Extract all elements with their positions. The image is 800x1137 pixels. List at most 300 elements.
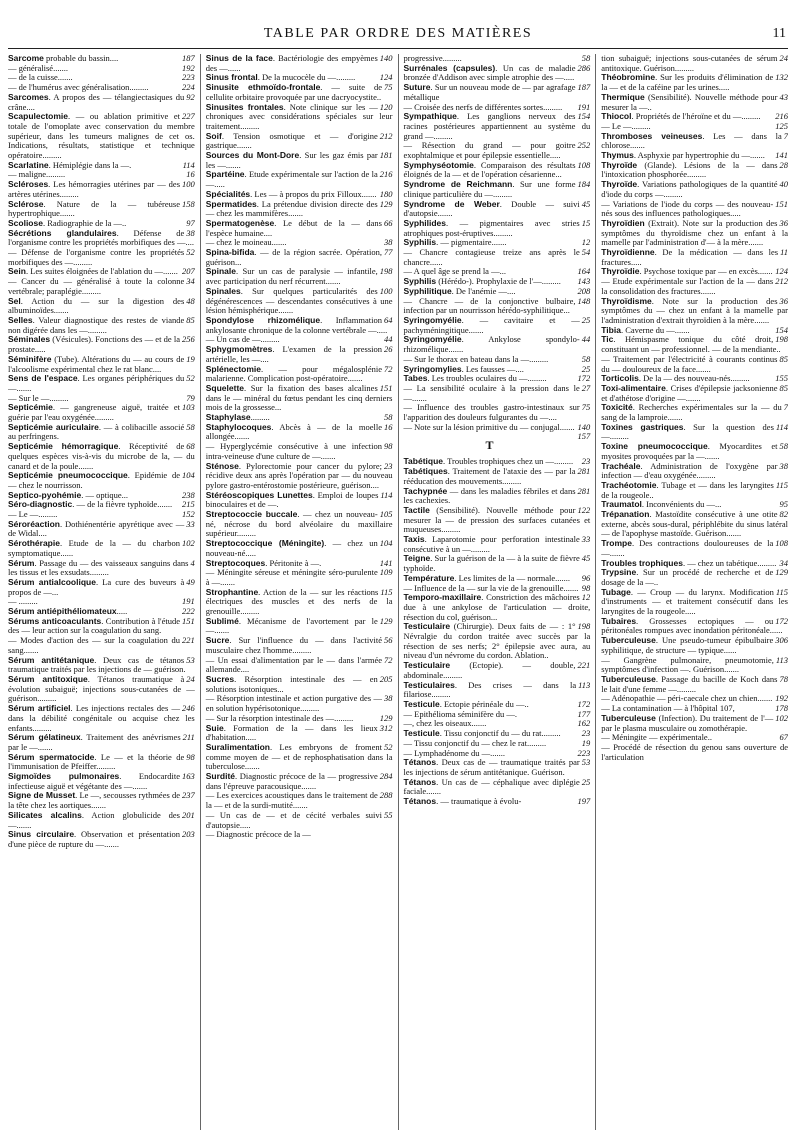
index-entry [206, 791, 393, 810]
index-entry [601, 132, 788, 151]
entry-page: 52 [384, 741, 393, 752]
page-number: 11 [772, 26, 786, 41]
index-entry [404, 535, 591, 554]
index-entry [8, 636, 195, 655]
entry-term: Strophantine [205, 586, 259, 597]
entry-page: 58 [384, 412, 393, 423]
index-column-1 [8, 54, 200, 1130]
entry-page: 25 [581, 776, 591, 787]
entry-text: — Etude expérimentale sur l'action de la — dans la consolidation des fractures....... [601, 276, 774, 296]
entry-term: Teigne [403, 553, 431, 564]
index-entry [404, 200, 591, 219]
entry-term: Sérum gélatineux [8, 732, 81, 743]
entry-text: (Hérédo-). Prophylaxie de l'—......... [436, 276, 561, 287]
entry-page: 7 [783, 402, 788, 413]
page-title: TABLE PAR ORDRE DES MATIÈRES [263, 26, 533, 41]
entry-page: 238 [182, 489, 195, 500]
index-entry [404, 297, 591, 316]
entry-term: Septicémie [8, 402, 53, 413]
index-entry [206, 151, 393, 170]
entry-text: — de la cuisse....... [8, 72, 73, 83]
entry-text: — Procédé de résection du genou sans ouverture de l'articulation [601, 741, 788, 762]
entry-text: . Observation et présentation d'une pièce de rupture du —....... [8, 829, 180, 849]
entry-page: 163 [182, 771, 195, 782]
entry-text: . Asphyxie par hypertrophie du —....... [633, 150, 765, 161]
entry-page: 212 [775, 276, 788, 287]
entry-text: . L'examen de la pression artérielle, les —.... [205, 344, 382, 364]
entry-text: . Un cas de maladie bronzée d'Addison avec simple atrophie des —..... [403, 62, 576, 83]
index-entry [404, 681, 591, 700]
entry-term: Tabes [403, 373, 428, 384]
entry-term: Sinusites frontales [205, 101, 284, 112]
entry-term: Scarlatine [8, 159, 49, 170]
entry-term: Soif [205, 130, 222, 141]
entry-page: 286 [577, 62, 591, 73]
entry-text: . Inconvénients du —... [641, 499, 722, 510]
entry-term: Toxine pneumococcique [601, 441, 708, 452]
entry-term: Testicule [403, 728, 440, 739]
index-entry [404, 797, 591, 807]
entry-term: Torticolis [601, 373, 639, 384]
entry-text: tion subaiguë; injections sous-cutanées de sérum antitoxique. Guérison......... [601, 54, 778, 73]
entry-text: . — chez un nouveau-né, nécrose du bord alvéolaire du maxillaire supérieur......... [205, 509, 393, 539]
index-entry [206, 365, 393, 384]
entry-term: Thyroïdienne [601, 247, 655, 258]
entry-term: Thyroïdien [601, 217, 645, 228]
entry-term: Staphylocoques [205, 421, 272, 432]
entry-term: Tétanos [403, 776, 437, 787]
entry-term: Sinus de la face [205, 54, 273, 63]
entry-term: Théobromine [601, 72, 656, 83]
entry-page: 113 [578, 679, 591, 690]
index-entry [206, 462, 393, 491]
entry-page: 154 [775, 324, 788, 335]
entry-page: 221 [182, 635, 195, 646]
entry-term: Testiculaire [403, 621, 451, 632]
entry-page: 215 [182, 499, 195, 510]
entry-term: Thromboses veineuses [601, 130, 703, 141]
entry-text: . Note clinique sur les — chroniques avec considérations spéciales sur leur traitement......... [205, 101, 393, 131]
entry-page: 198 [775, 334, 788, 345]
entry-page: 312 [379, 722, 393, 733]
entry-page: 4 [190, 557, 195, 568]
entry-page: 36 [779, 217, 788, 228]
index-entry [206, 539, 393, 558]
index-entry [404, 467, 591, 486]
entry-page: 115 [380, 586, 393, 597]
entry-page: 148 [577, 295, 591, 306]
entry-text: — Sur le —......... [8, 392, 69, 403]
entry-page: 58 [581, 353, 591, 364]
entry-text: . Sur la fixation des bases alcalines dans le — minéral du fœtus pendant les cinq derniers mois de la grossesse... [205, 382, 393, 413]
entry-text: — Les exercices acoustiques dans le traitement de la — et de la surdi-mutité....... [205, 790, 378, 811]
entry-term: Sérums anticoaculants [8, 615, 102, 626]
entry-page: 256 [182, 334, 195, 345]
index-entry [8, 93, 195, 112]
entry-text: . Les hémorragies utérines par — des artères utérines......... [8, 179, 180, 199]
entry-term: Spartéine [205, 169, 245, 180]
index-entry [8, 539, 195, 558]
entry-text: — généralisé....... [8, 62, 68, 73]
entry-text: . Résorption intestinale des — en solutions isotoniques... [205, 674, 378, 694]
index-entry [8, 277, 195, 296]
entry-page: 23 [581, 456, 591, 467]
entry-term: Trépanation [601, 509, 650, 520]
entry-text: — Résorption intestinale et action purgative des — en solution hypérisotonique......... [205, 693, 382, 714]
entry-page: 284 [379, 771, 393, 782]
entry-text: . Action de la — sur les réactions électriques des muscles et des nerfs de la grenouille......... [205, 586, 393, 617]
entry-text: . Les embryons de froment comme moyen de — et de rephosphatisation dans la tuberculose....... [205, 741, 393, 772]
entry-page: 25 [581, 363, 591, 374]
entry-text: . De la — des nouveau-nés......... [638, 373, 750, 384]
index-entry [8, 374, 195, 393]
entry-page: 198 [379, 266, 393, 277]
entry-term: Thyroïde [601, 159, 638, 170]
entry-page: 95 [779, 499, 788, 510]
index-entry [206, 384, 393, 413]
entry-text: — Influence des troubles gastro-intestinaux sur l'apparition des douleurs fulgurantes du —.... [403, 402, 580, 423]
index-entry [8, 753, 195, 772]
entry-text: — Résection du grand — pour goitre exophtalmique et pour épilepsie essentielle..... [403, 140, 576, 161]
entry-term: Septicémie auriculaire [8, 421, 99, 432]
entry-page: 124 [379, 72, 393, 83]
entry-text: — dans les maladies fébriles et dans les cachexies. [403, 485, 576, 506]
entry-text: . Action globulicide des —....... [8, 809, 180, 830]
entry-page: 216 [379, 169, 393, 180]
entry-text: . Nature de la — tubéreuse hypertrophique....... [8, 198, 180, 219]
index-entry [404, 758, 591, 777]
entry-text: — Epithélioma séminifère du —. [403, 708, 518, 719]
entry-text: . — à colibacille associé au perfringens. [8, 421, 185, 442]
entry-page: 129 [775, 567, 788, 578]
index-entry [404, 141, 591, 160]
entry-page: 23 [581, 728, 591, 739]
entry-term: Squelette [205, 382, 245, 393]
entry-term: Scléroses [8, 179, 49, 190]
entry-page: 33 [581, 534, 591, 545]
entry-text: — Variations de l'iode du corps — des nouveau-nés sous des influences pathologiques..... [601, 198, 774, 219]
entry-page: 252 [577, 140, 591, 151]
index-entry [206, 694, 393, 713]
index-entry [206, 423, 393, 442]
entry-page: 237 [182, 790, 195, 801]
entry-text: . Les troubles oculaires du —......... [427, 373, 547, 384]
index-entry [404, 487, 591, 506]
entry-page: 172 [577, 373, 591, 384]
entry-page: 211 [182, 732, 195, 743]
entry-text: . Un cas de — céphalique avec diplégie faciale....... [403, 776, 580, 797]
entry-text: . Sur quelques particularités des dégénérescences — descendantes consécutives à une lésion hémisphérique....... [205, 285, 393, 316]
index-entry [206, 200, 393, 219]
entry-term: Sinus circulaire [8, 829, 75, 840]
entry-text: . Sur un procédé de recherche et de dosage de la —.. [601, 567, 774, 587]
index-entry [601, 675, 788, 694]
entry-page: 103 [182, 402, 195, 413]
entry-page: 151 [775, 198, 788, 209]
entry-term: Séminifère [8, 353, 52, 364]
index-entry [8, 316, 195, 335]
index-entry [404, 423, 591, 433]
entry-text: — Le —......... [8, 509, 58, 520]
entry-term: Spondylose rhizomélique [205, 314, 321, 325]
entry-page: 56 [384, 635, 393, 646]
entry-text: — Cancer du — généralisé à toute la colonne vertébrale; paraplégie......... [8, 276, 185, 296]
entry-page: 52 [186, 247, 195, 258]
entry-page: 38 [779, 460, 788, 471]
entry-text: . Les ganglions nerveux des racines postérieures appartiennent au système du grand —......... [403, 111, 591, 141]
entry-term: Sphygmomètres [205, 344, 273, 355]
entry-term: Sinusite ethmoïdo-frontale [205, 82, 321, 93]
entry-text: . Crises d'épilepsie jacksonienne et d'athétose d'origine —....... [601, 382, 778, 403]
entry-page: 105 [379, 509, 393, 520]
entry-text: (Vésicules). Fonctions des — et de la prostate..... [8, 334, 180, 355]
entry-term: Splénectomie [205, 363, 262, 374]
entry-page: 129 [379, 712, 393, 723]
entry-page: 102 [775, 712, 788, 723]
entry-page: 201 [182, 809, 195, 820]
index-entry [8, 403, 195, 422]
entry-text: — Lymphadénome du —....... [403, 747, 506, 758]
entry-text: . Des contractions douloureuses de la —....... [601, 538, 774, 558]
entry-term: Tuberculeuse [601, 635, 656, 646]
entry-page: 104 [379, 538, 393, 549]
entry-page: 281 [577, 466, 591, 477]
entry-term: Sérum antiépithéliomateux [8, 606, 117, 617]
entry-page: 100 [379, 285, 393, 296]
entry-text: . Laparotomie pour perforation intestinale consécutive à un —......... [403, 534, 580, 554]
entry-page: 68 [186, 441, 195, 452]
entry-term: Troubles trophiques [601, 557, 683, 568]
entry-text: — Traitement par l'électricité à courants continus du — douloureux de la face....... [601, 353, 778, 374]
entry-text: — La sensibilité oculaire à la pression dans le —....... [403, 382, 580, 403]
entry-page: 45 [581, 198, 591, 209]
entry-page: 27 [581, 382, 591, 393]
entry-page: 72 [384, 363, 393, 374]
index-entry [404, 335, 591, 354]
entry-text: . Grossesses ectopiques — ou péritonéales rompues avec inondation péritonéale...... [601, 615, 783, 636]
entry-text: . — cavitaire et — pachyméningitique....... [403, 314, 580, 335]
entry-page: 197 [577, 796, 591, 807]
entry-page: 43 [779, 91, 788, 102]
entry-text: (Extrait). Note sur la production des symptômes du thyroïdisme chez un enfant à la mamelle par l'administration d'— à la mère....... [601, 217, 788, 248]
entry-text: . Inflammation ankylosante chronique de la colonne vertébrale —..... [205, 314, 388, 335]
entry-text: . Note sur la production des symptômes du — chez un enfant à la mamelle par l'administration d'extrait thyroïdien à la mère....... [601, 295, 788, 325]
entry-text: . De la médication — dans les fractures..... [601, 247, 779, 267]
entry-page: 288 [379, 790, 393, 801]
entry-page: 16 [186, 169, 195, 180]
entry-text: — Hyperglycémie consécutive à une infection intra-veineuse d'une culture de —....... [205, 441, 382, 461]
entry-page: 24 [186, 674, 195, 684]
index-entry [8, 559, 195, 578]
entry-text: . — optique... [81, 489, 128, 500]
index-entry [8, 248, 195, 267]
entry-page: 141 [379, 557, 393, 568]
entry-text: . Les suites éloignées de l'ablation du —....... [25, 266, 178, 277]
entry-term: Sérum spermatocide [8, 751, 95, 762]
entry-text: . Comparaison des résultats éloignés de la — et de l'opération césarienne... [403, 159, 576, 180]
entry-page: 58 [186, 421, 195, 432]
entry-term: Syphilides [403, 217, 447, 228]
entry-text: . Deux cas de tétanos traumatique traités par les injections de — guérison. [8, 654, 186, 675]
entry-term: Sécrétions glandulaires [8, 227, 117, 238]
entry-page: 85 [779, 382, 788, 393]
entry-text: (Sensibilité). Nouvelle méthode pour mesurer la —.. [601, 91, 778, 112]
entry-text: . Sur l'influence du — dans l'activité musculaire chez l'homme......... [205, 635, 382, 655]
section-letter: T [485, 438, 494, 453]
index-entry [8, 772, 195, 791]
entry-page: 140 [577, 421, 591, 432]
index-entry [601, 384, 788, 403]
entry-page: 208 [577, 285, 591, 296]
entry-page: 12 [581, 237, 591, 248]
index-entry [601, 54, 788, 73]
entry-text: — Sur la résorption intestinale des —......... [205, 712, 354, 723]
entry-page: 77 [384, 247, 393, 258]
entry-text: . Des crises — dans la filariose......... [403, 679, 577, 700]
entry-page: 58 [581, 54, 591, 63]
entry-term: Tibia [601, 324, 621, 335]
entry-term: Sources du Mont-Dore [205, 150, 300, 161]
entry-text: . Tension osmotique et — d'origine gastrique....... [205, 130, 378, 151]
entry-term: Trypsine [601, 567, 637, 578]
entry-page: 53 [581, 757, 591, 768]
entry-term: Scoliose [8, 217, 43, 228]
entry-page: 44 [581, 334, 591, 345]
entry-page: 97 [186, 217, 195, 228]
entry-term: Sérum antialcoolique [8, 576, 96, 587]
entry-term: Tétanos [403, 796, 437, 807]
entry-text: — Modes d'action des — sur la coagulation du sang....... [8, 635, 180, 655]
entry-term: Sérum antitétanique [8, 654, 95, 665]
entry-page: 216 [775, 111, 788, 122]
entry-term: Toxi-alimentaire [601, 382, 666, 393]
entry-text: . Les injections rectales des — dans la débilité congénitale ou acquise chez les enfants......... [8, 703, 195, 733]
index-entry [404, 112, 591, 141]
index-entry [601, 462, 788, 481]
entry-term: Thyroïdie [601, 266, 640, 277]
index-column-3 [398, 54, 596, 1130]
entry-text: . — de la région sacrée. Opération, guérison... [205, 247, 382, 267]
index-entry [206, 267, 393, 286]
entry-page: 75 [581, 402, 591, 413]
entry-text: — Sur le thorax en bateau dans la —......... [403, 353, 549, 364]
index-entry [404, 661, 591, 680]
entry-text: — Chancre — de la conjonctive bulbaire, infection par un nourrisson hérédo-syphilitique... [403, 295, 576, 316]
entry-term: Suralimentation [205, 741, 270, 752]
entry-page: 19 [581, 737, 591, 748]
entry-page: 28 [779, 159, 788, 170]
entry-text: ......... [250, 412, 270, 423]
entry-term: Sérum antitoxique [8, 674, 88, 684]
entry-text: — Chancre contagieuse treize ans après le chancre...... [403, 247, 580, 267]
index-entry [8, 335, 195, 354]
entry-term: Sucres [205, 674, 235, 684]
entry-text: . — gangreneuse aiguë, traitée et guérie par l'eau oxygénée......... [8, 402, 180, 423]
entry-term: Temporo-maxillaire [403, 592, 482, 603]
entry-page: 108 [577, 159, 591, 170]
entry-text: — Tissu conjonctif du — chez le rat......... [403, 737, 547, 748]
entry-text: . Bactériologie des empyèmes des —...... [205, 54, 378, 73]
entry-page: 157 [577, 431, 591, 442]
entry-text: . — de la fièvre typhoïde....... [72, 499, 173, 510]
entry-text: — chez le moineau....... [205, 237, 287, 248]
entry-text: — Gangrène pulmonaire, pneumotomie, symptômes d'infection —. Guérison....... [601, 654, 774, 675]
entry-term: Tubage [601, 586, 631, 597]
entry-term: Sclérose [8, 198, 44, 209]
index-entry [8, 442, 195, 471]
entry-term: Symphyséotomie [403, 159, 474, 170]
entry-page: 151 [379, 382, 393, 393]
entry-page: 12 [581, 592, 591, 603]
entry-page: 108 [775, 538, 788, 549]
index-entry [404, 316, 591, 335]
entry-text: (Sensibilité). Nouvelle méthode pour mesurer la — de pression des surfaces cutanées et muqueuses......... [403, 504, 591, 535]
index-entry [206, 132, 393, 151]
entry-text: . Psychose toxique par — en excès....... [639, 266, 773, 277]
index-columns [8, 54, 788, 1130]
entry-page: 187 [182, 54, 195, 63]
entry-page: 15 [581, 217, 591, 228]
entry-page: 115 [775, 479, 788, 490]
entry-text: . A propos des — télangiectasiques du crâne.... [8, 91, 185, 112]
entry-text: —, chez les oiseaux....... [403, 718, 487, 729]
entry-text: . Ectopie périnéale du —.. [439, 699, 529, 709]
entry-text: . Une pseudo-tumeur épibulbaire syphilitique, de structure — typique...... [601, 635, 774, 655]
entry-term: Testicule [403, 699, 440, 709]
entry-term: Septico-pyohémie [8, 489, 82, 500]
entry-page: 212 [379, 130, 393, 141]
entry-page: 78 [779, 674, 788, 684]
entry-text: . Réceptivité de quelques espèces vis-à-vis du microbe de la, — du canard et de la poule....... [8, 441, 195, 471]
entry-term: Séroréaction [8, 518, 60, 529]
index-entry [206, 830, 393, 840]
entry-text: . Administration de l'oxygène par infection — d'eau oxygénée......... [601, 460, 778, 481]
entry-page: 178 [775, 703, 788, 714]
entry-page: 82 [779, 509, 788, 520]
index-entry [601, 539, 788, 558]
entry-page: 151 [182, 615, 195, 626]
entry-page: 125 [775, 120, 788, 131]
index-entry [206, 170, 393, 189]
entry-text: . — ou ablation primitive et totale de l'omoplate avec conservation du membre supérieur, dans les tumeurs malignes de cet os. Indications, résultats, statistique et technique opératoire......... [8, 111, 195, 161]
entry-page: 98 [581, 582, 591, 593]
entry-term: Sérothérapie [8, 538, 60, 549]
entry-page: 177 [577, 708, 591, 719]
entry-page: 58 [779, 441, 788, 452]
entry-page: 152 [182, 509, 195, 520]
entry-page: 53 [186, 654, 195, 665]
entry-page: 120 [379, 101, 393, 112]
entry-term: Scapulectomie [8, 111, 68, 122]
index-entry [601, 423, 788, 442]
entry-term: Syphilis [403, 276, 437, 287]
entry-page: 49 [186, 576, 195, 587]
entry-term: Trachéotomie [601, 479, 657, 490]
entry-text: . Les limites de la — normale....... [454, 572, 571, 583]
entry-text: . Radiographie de la —.. [42, 217, 127, 228]
entry-term: Surrénales (capsules) [403, 62, 496, 73]
entry-text: . Double — suivi d'autopsie....... [403, 198, 580, 219]
entry-page: 85 [186, 314, 195, 325]
entry-text: . Abcès à — de la moelle allongée....... [205, 421, 382, 442]
entry-text: . Sur un nouveau mode de — par agrafage métallique [403, 82, 576, 102]
entry-text: . Sur un cas de paralysie — infantile, avec participation du nerf récurrent....... [205, 266, 378, 287]
index-entry [601, 248, 788, 267]
entry-text: . Caverne du —....... [620, 324, 690, 335]
entry-term: Tabétiques [403, 466, 448, 477]
index-entry [8, 617, 195, 636]
entry-text: progressive......... [403, 54, 462, 63]
